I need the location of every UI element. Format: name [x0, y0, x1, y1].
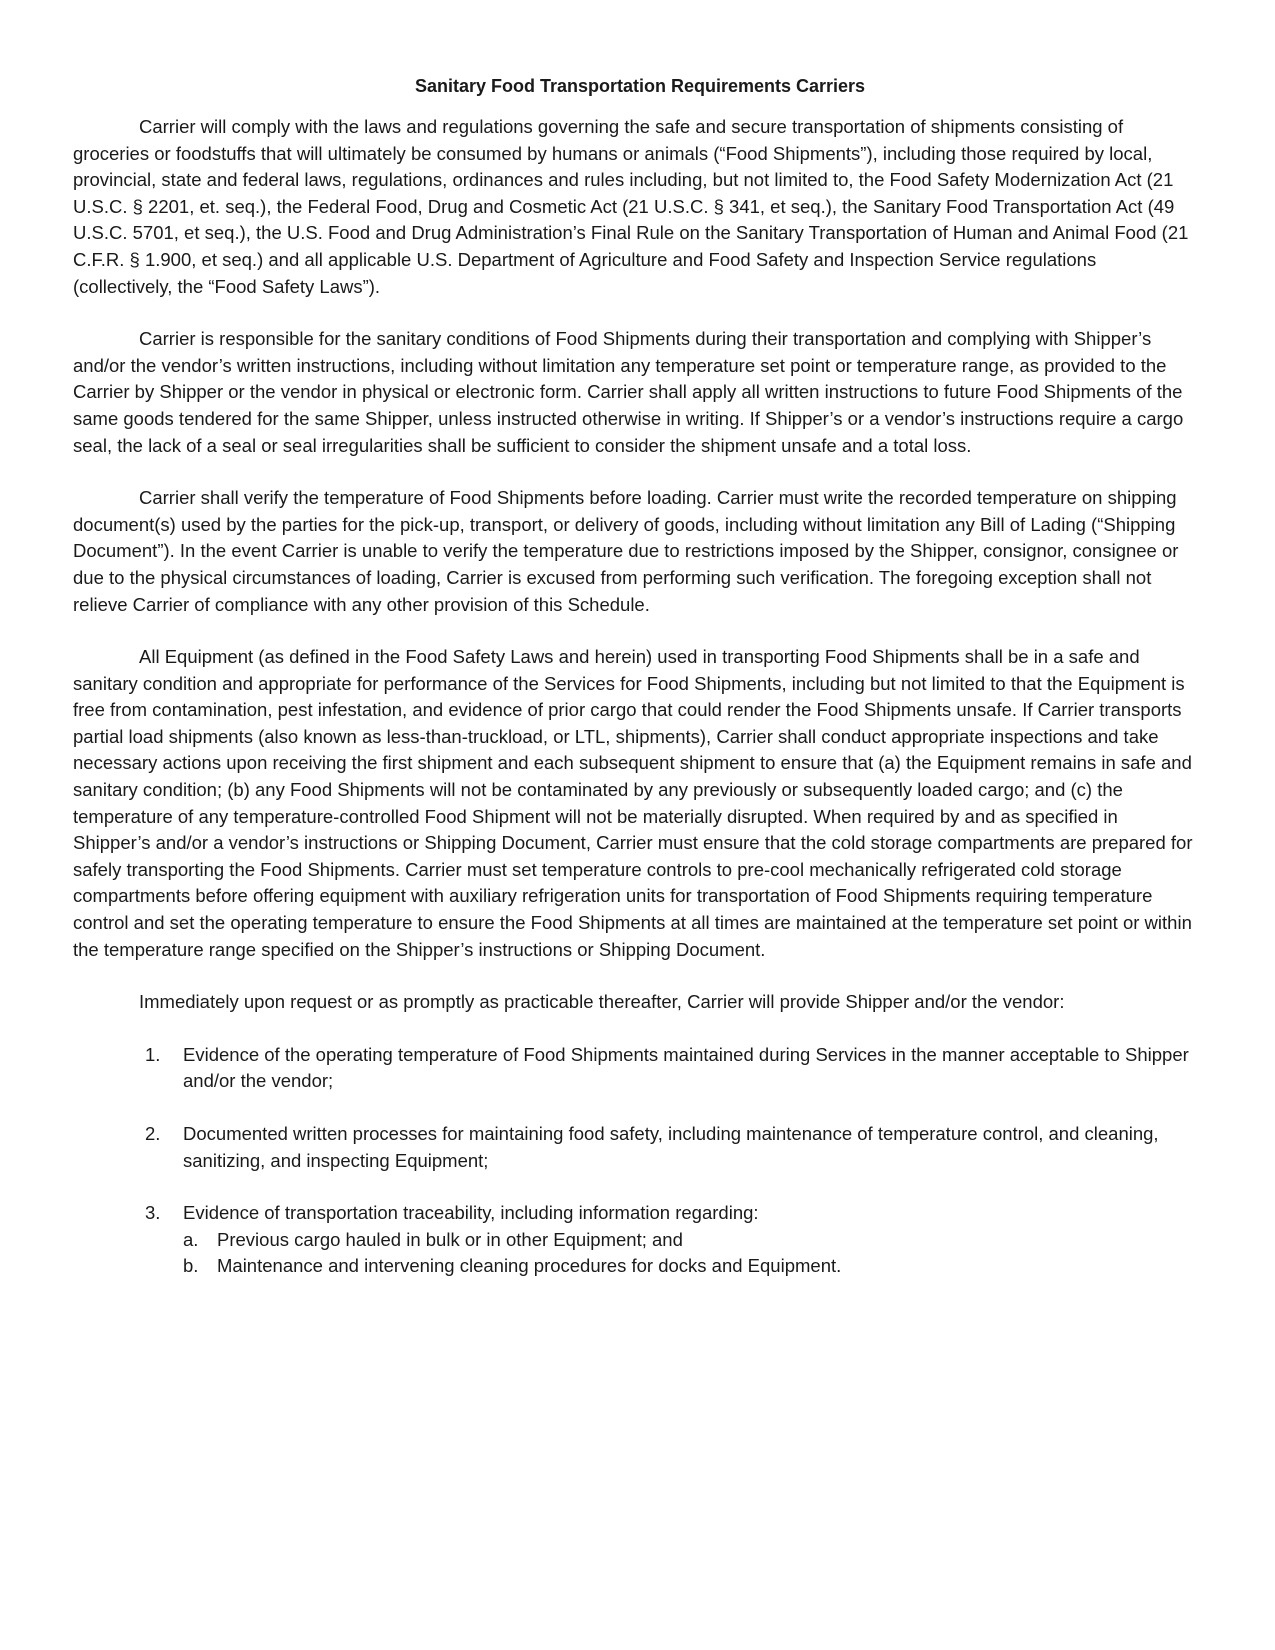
paragraph-request-intro: Immediately upon request or as promptly as practicable thereafter, Carrier will provide Shipper and/or the vendor: [139, 991, 1065, 1013]
paragraph-temperature-verification: Carrier shall verify the temperature of Food Shipments before loading. Carrier must write the recorded temperature on shipping document(s) used by the parties for the pick-up, transport, or delivery of goods, including without limitation any Bill of Lading (“Shipping Document”). In the event Carrier is unable to verify the temperature due to restrictions imposed by the Shipper, consignor, consignee or due to the physical circumstances of loading, Carrier is excused from performing such verification. The foregoing exception shall not relieve Carrier of compliance with any other provision of this Schedule. [73, 487, 1179, 615]
sublist-item [183, 1253, 1195, 1280]
list-item-number: 1. [145, 1043, 161, 1065]
list-item-text: Documented written processes for maintaining food safety, including maintenance of temperature control, and cleaning, sanitizing, and inspecting Equipment; [183, 1123, 1159, 1171]
list-item [73, 1121, 1195, 1174]
sublist-item-text: Previous cargo hauled in bulk or in other Equipment; and [217, 1228, 683, 1250]
list-item [73, 1200, 1195, 1280]
list-item-number: 3. [145, 1202, 161, 1224]
sublist-item-letter: a. [183, 1228, 199, 1250]
list-item [73, 1042, 1195, 1095]
list-item-text: Evidence of the operating temperature of Food Shipments maintained during Services in the manner acceptable to Shipper and/or the vendor; [183, 1043, 1189, 1092]
paragraph-equipment: All Equipment (as defined in the Food Safety Laws and herein) used in transporting Food Shipments shall be in a safe and sanitary condition and appropriate for performance of the Services for Food Shipments, including but not limited to that the Equipment is free from contamination, pest infestation, and evidence of prior cargo that could render the Food Shipments unsafe. If Carrier transports partial load shipments (also known as less-than-truckload, or LTL, shipments), Carrier shall conduct appropriate inspections and take necessary actions upon receiving the first shipment and each subsequent shipment to ensure that (a) the Equipment remains in safe and sanitary condition; (b) any Food Shipments will not be contaminated by any previously or subsequently loaded cargo; and (c) the temperature of any temperature-controlled Food Shipment will not be materially disrupted. When required by and as specified in Shipper’s and/or a vendor’s instructions or Shipping Document, Carrier must ensure that the cold storage compartments are prepared for safely transporting the Food Shipments. Carrier must set temperature controls to pre-cool mechanically refrigerated cold storage compartments before offering equipment with auxiliary refrigeration units for transportation of Food Shipments requiring temperature control and set the operating temperature to ensure the Food Shipments at all times are maintained at the temperature set point or within the temperature range specified on the Shipper’s instructions or Shipping Document. [73, 646, 1193, 960]
sublist-item-text: Maintenance and intervening cleaning procedures for docks and Equipment. [217, 1255, 842, 1277]
traceability-sublist [183, 1227, 1195, 1280]
document-title: Sanitary Food Transportation Requirements Carriers [414, 76, 866, 96]
paragraph-compliance: Carrier will comply with the laws and regulations governing the safe and secure transportation of shipments consisting of groceries or foodstuffs that will ultimately be consumed by humans or animals (“Food Shipments”), including those required by local, provincial, state and federal laws, regulations, ordinances and rules including, but not limited to, the Food Safety Modernization Act (21 U.S.C. § 2201, et. seq.), the Federal Food, Drug and Cosmetic Act (21 U.S.C. § 341, et seq.), the Sanitary Food Transportation Act (49 U.S.C. 5701, et seq.), the U.S. Food and Drug Administration’s Final Rule on the Sanitary Transportation of Human and Animal Food (21 C.F.R. § 1.900, et seq.) and all applicable U.S. Department of Agriculture and Food Safety and Inspection Service regulations (collectively, the “Food Safety Laws”). [73, 116, 1189, 297]
document-page [73, 73, 1195, 1306]
paragraph-sanitary-conditions: Carrier is responsible for the sanitary conditions of Food Shipments during their transportation and complying with Shipper’s and/or the vendor’s written instructions, including without limitation any temperature set point or temperature range, as provided to the Carrier by Shipper or the vendor in physical or electronic form. Carrier shall apply all written instructions to future Food Shipments of the same goods tendered for the same Shipper, unless instructed otherwise in writing. If Shipper’s or a vendor’s instructions require a cargo seal, the lack of a seal or seal irregularities shall be sufficient to consider the shipment unsafe and a total loss. [73, 328, 1184, 456]
list-item-text: Evidence of transportation traceability, including information regarding: [183, 1202, 759, 1224]
list-item-number: 2. [145, 1123, 161, 1144]
sublist-item-letter: b. [183, 1255, 199, 1277]
sublist-item [183, 1227, 1195, 1254]
requirements-list [73, 1042, 1195, 1280]
